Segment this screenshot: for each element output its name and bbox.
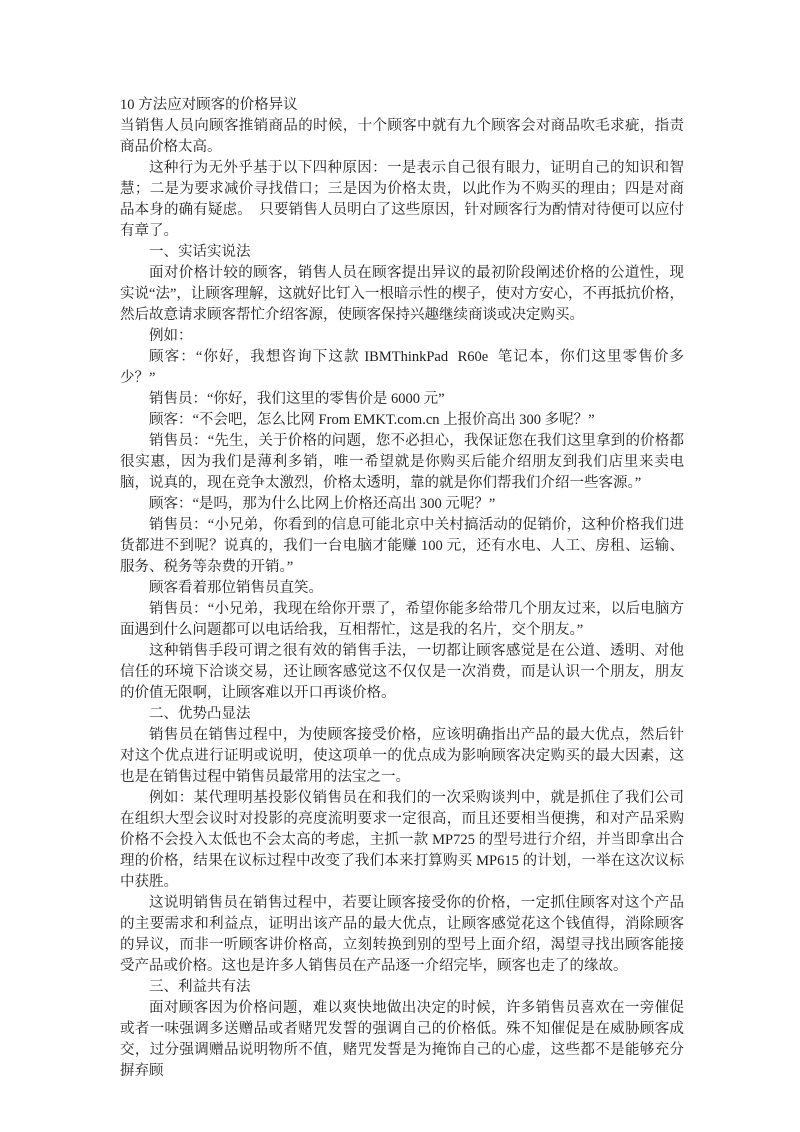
paragraph: 顾客看着那位销售员直笑。 xyxy=(149,580,323,596)
section-heading: 一、实话实说法 xyxy=(149,244,251,260)
dialogue: 顾客：“你好，我想咨询下这款 IBMThinkPad R60e 笔记本，你们这里零售价多少？” xyxy=(120,349,684,386)
paragraph: 这种行为无外乎基于以下四种原因：一是表示自己很有眼力，证明自己的知识和智慧；二是为要求减价寻找借口；三是因为价格太贵，以此作为不购买的理由；四是对商品本身的确有疑虑。 只要销售人员明白了这些原因，针对顾客行为酌情对待便可以应付有章了。 xyxy=(120,160,684,239)
section-heading: 三、利益共有法 xyxy=(149,979,251,995)
dialogue: 销售员：“先生，关于价格的问题，您不必担心，我保证您在我们这里拿到的价格都很实惠，因为我们是薄利多销，唯一希望就是你购买后能介绍朋友到我们店里来卖电脑，说真的，现在竞争太激烈，价格太透明，靠的就是你们帮我们介绍一些客源。” xyxy=(120,433,684,491)
dialogue: 销售员：“小兄弟，你看到的信息可能北京中关村搞活动的促销价，这种价格我们进货都进不到呢？说真的，我们一台电脑才能赚 100 元，还有水电、人工、房租、运输、服务、税务等杂费的开销。” xyxy=(120,517,684,575)
paragraph-list xyxy=(120,116,684,1082)
paragraph: 这说明销售员在销售过程中，若要让顾客接受你的价格，一定抓住顾客对这个产品的主要需求和利益点，证明出该产品的最大优点，让顾客感觉花这个钱值得，消除顾客的异议，而非一听顾客讲价格高，立刻转换到别的型号上面介绍，渴望寻找出顾客能接受产品或价格。这也是许多人销售员在产品逐一介绍完毕，顾客也走了的缘故。 xyxy=(120,895,684,974)
dialogue: 顾客：“不会吧，怎么比网 From EMKT.com.cn 上报价高出 300 多呢？” xyxy=(149,412,595,428)
dialogue: 顾客：“是吗，那为什么比网上价格还高出 300 元呢？” xyxy=(149,496,496,512)
paragraph: 面对价格计较的顾客，销售人员在顾客提出异议的最初阶段阐述价格的公道性，现实说“法”，让顾客理解，这就好比钉入一根暗示性的楔子，使对方安心，不再抵抗价格，然后故意请求顾客帮忙介绍客源，使顾客保持兴趣继续商谈或决定购买。 xyxy=(120,265,684,323)
document-title: 10 方法应对顾客的价格异议 xyxy=(120,97,298,113)
paragraph: 例如： xyxy=(149,328,193,344)
paragraph: 销售员在销售过程中，为使顾客接受价格，应该明确指出产品的最大优点，然后针对这个优点进行证明或说明，使这项单一的优点成为影响顾客决定购买的最大因素，这也是在销售过程中销售员最常用的法宝之一。 xyxy=(120,727,684,785)
paragraph: 这种销售手段可谓之很有效的销售手法，一切都让顾客感觉是在公道、透明、对他信任的环境下洽谈交易，还让顾客感觉这不仅仅是一次消费，而是认识一个朋友，朋友的价值无限啊，让顾客难以开口再谈价格。 xyxy=(120,643,684,701)
paragraph: 当销售人员向顾客推销商品的时候，十个顾客中就有九个顾客会对商品吹毛求疵，指责商品价格太高。 xyxy=(120,118,684,155)
paragraph: 面对顾客因为价格问题，难以爽快地做出决定的时候，许多销售员喜欢在一旁催促或者一味强调多送赠品或者赌咒发誓的强调自己的价格低。殊不知催促是在威胁顾客成交，过分强调赠品说明物所不值，赌咒发誓是为掩饰自己的心虚，这些都不是能够充分摒弃顾 xyxy=(120,1000,684,1079)
section-heading: 二、优势凸显法 xyxy=(149,706,251,722)
paragraph: 例如：某代理明基投影仪销售员在和我们的一次采购谈判中，就是抓住了我们公司在组织大型会议时对投影的亮度流明要求一定很高，而且还要相当便携，和对产品采购价格不会投入太低也不会太高的考虑，主抓一款 MP725 的型号进行介绍，并当即拿出合理的价格，结果在议标过程中改变了我们本来打算购买 MP615 的计划，一举在这次议标中获胜。 xyxy=(120,790,684,890)
dialogue: 销售员：“你好，我们这里的零售价是 6000 元” xyxy=(149,391,445,407)
dialogue: 销售员：“小兄弟，我现在给你开票了，希望你能多给带几个朋友过来，以后电脑方面遇到什么问题都可以电话给我，互相帮忙，这是我的名片，交个朋友。” xyxy=(120,601,684,638)
document-body xyxy=(120,95,684,1082)
